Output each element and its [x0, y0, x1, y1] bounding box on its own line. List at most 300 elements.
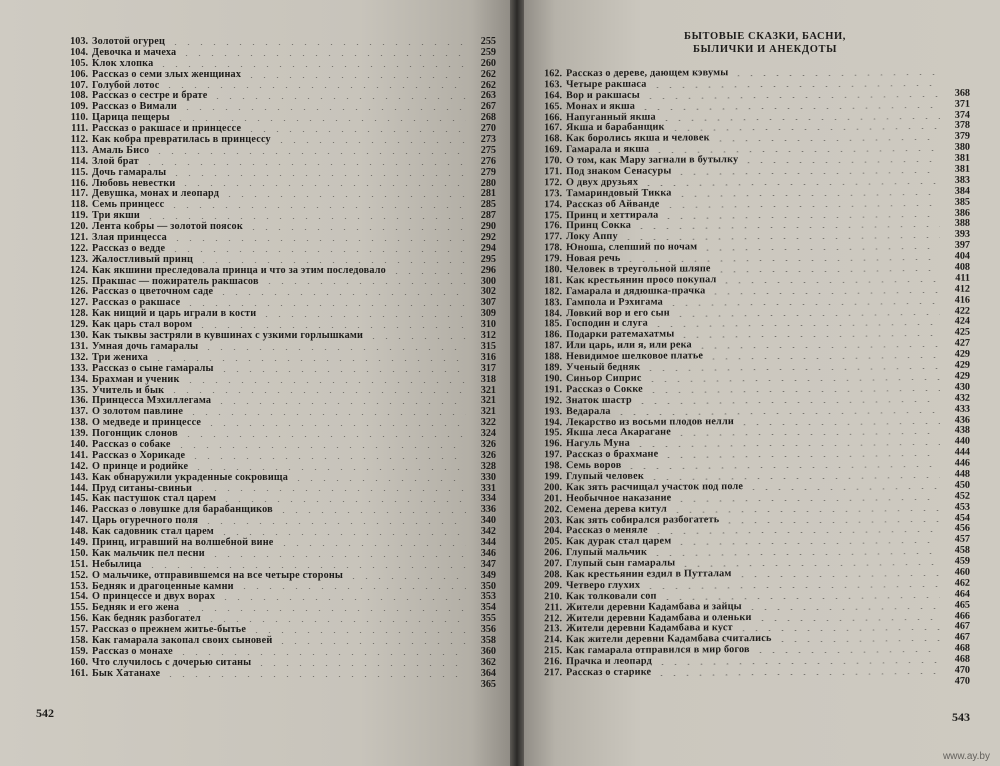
entry-page: 368 — [954, 87, 970, 99]
dot-leader — [625, 466, 940, 469]
entry-page: 315 — [480, 340, 496, 352]
entry-number: 158. — [70, 634, 88, 646]
entry-number: 148. — [70, 526, 88, 538]
entry-number: 196. — [544, 438, 562, 450]
entry-title: Юноша, слепший по ночам — [566, 241, 698, 254]
entry-number: 151. — [70, 558, 88, 570]
entry-page: 267 — [480, 101, 496, 113]
dot-leader — [218, 371, 466, 372]
entry-title: Подарки ратемахатмы — [566, 328, 675, 341]
dot-leader — [211, 98, 466, 99]
dot-leader — [674, 313, 940, 316]
entry-number: 185. — [544, 318, 562, 330]
entry-page: 383 — [954, 174, 970, 186]
entry-page: 388 — [954, 218, 970, 230]
entry-number: 207. — [544, 558, 562, 570]
entry-title: Гамарала и якша — [566, 143, 650, 156]
dot-leader — [170, 175, 466, 176]
entry-number: 135. — [70, 384, 88, 396]
dot-leader — [250, 632, 466, 633]
entry-title: Брахман и ученик — [92, 373, 180, 385]
dot-leader — [184, 305, 466, 306]
entry-page: 324 — [480, 428, 496, 440]
entry-title: Рассказ о семи злых женщинах — [92, 68, 242, 80]
entry-number: 171. — [544, 166, 562, 178]
entry-title: Знаток шастр — [566, 394, 632, 406]
dot-leader — [189, 458, 466, 459]
entry-title: Девочка и мачеха — [92, 46, 177, 58]
entry-title: Рассказ о цветочном саде — [92, 286, 214, 298]
dot-leader — [723, 520, 940, 522]
dot-leader — [157, 66, 466, 67]
entry-number: 112. — [70, 134, 88, 146]
entry-page: 453 — [954, 501, 970, 513]
entry-title: Как крестьянин просо покупал — [566, 274, 717, 287]
entry-page: 429 — [954, 359, 970, 371]
entry-page: 328 — [480, 460, 496, 472]
entry-title: О принце и родийке — [92, 460, 189, 472]
entry-number: 140. — [70, 438, 88, 450]
entry-number: 184. — [544, 307, 562, 319]
entry-page: 440 — [954, 435, 970, 448]
dot-leader — [180, 55, 466, 56]
entry-number: 166. — [544, 111, 562, 123]
dot-leader — [653, 150, 940, 153]
entry-number: 146. — [70, 504, 88, 516]
dot-leader — [292, 480, 466, 481]
dot-leader — [181, 109, 466, 110]
entry-page: 429 — [954, 370, 970, 382]
entry-number: 188. — [544, 351, 562, 363]
entry-page: 448 — [954, 468, 970, 480]
trailing-page-number: 470 — [954, 675, 970, 687]
entry-number: 152. — [70, 569, 88, 581]
entry-page: 296 — [480, 264, 496, 276]
entry-title: Как мальчик пел песни — [92, 547, 205, 559]
entry-page: 292 — [480, 232, 496, 244]
dot-leader — [642, 183, 940, 186]
entry-number: 212. — [544, 612, 562, 624]
entry-number: 144. — [70, 482, 88, 494]
entry-title: Четыре ракшаса — [566, 78, 647, 91]
entry-page: 321 — [480, 406, 496, 418]
entry-title: Рассказ о прежнем житье-бытье — [92, 624, 247, 636]
dot-leader — [622, 237, 940, 240]
entry-number: 192. — [544, 394, 562, 407]
entry-number: 122. — [70, 242, 88, 254]
entry-title: Необычное наказание — [566, 492, 672, 504]
dot-leader — [202, 349, 466, 350]
right-toc-list — [540, 68, 970, 689]
entry-number: 107. — [70, 79, 88, 91]
entry-title: Рассказ о Вимали — [92, 101, 177, 113]
entry-number: 203. — [544, 514, 562, 526]
dot-leader — [660, 117, 940, 120]
entry-page: 464 — [954, 588, 970, 600]
entry-page: 424 — [954, 316, 970, 328]
entry-number: 108. — [70, 90, 88, 102]
dot-leader — [169, 251, 466, 252]
entry-number: 116. — [70, 177, 88, 189]
entry-page: 458 — [954, 544, 970, 556]
entry-page: 331 — [480, 482, 496, 494]
entry-number: 199. — [544, 471, 562, 483]
entry-title: Семь воров — [566, 459, 622, 472]
dot-leader — [679, 564, 940, 567]
toc-entry — [66, 462, 496, 473]
entry-number: 215. — [544, 645, 562, 657]
entry-number: 132. — [70, 351, 88, 363]
dot-leader — [184, 382, 466, 383]
entry-number: 164. — [544, 89, 562, 102]
entry-number: 118. — [70, 199, 88, 211]
entry-page: 429 — [954, 348, 970, 360]
dot-leader — [655, 673, 940, 676]
entry-number: 187. — [544, 340, 562, 352]
entry-page: 408 — [954, 261, 970, 273]
entry-title: О медведе и принцессе — [92, 417, 202, 429]
dot-leader — [737, 629, 940, 631]
entry-title: Глупый человек — [566, 470, 644, 483]
entry-number: 155. — [70, 602, 88, 614]
entry-number: 103. — [70, 36, 88, 47]
dot-leader — [263, 283, 466, 284]
entry-title: Как кобра превратилась в принцессу — [92, 134, 271, 146]
toc-entry — [66, 70, 496, 81]
dot-leader — [144, 218, 466, 219]
entry-number: 113. — [70, 144, 88, 156]
entry-page: 259 — [480, 46, 496, 58]
entry-page: 432 — [954, 392, 970, 404]
entry-title: Девушка, монах и леопард — [92, 188, 220, 200]
entry-number: 157. — [70, 624, 88, 636]
entry-number: 172. — [544, 177, 562, 189]
entry-page: 364 — [480, 667, 496, 679]
entry-title: Голубой лотос — [92, 79, 160, 91]
dot-leader — [776, 640, 940, 642]
entry-page: 374 — [954, 109, 970, 121]
dot-leader — [220, 501, 466, 502]
entry-title: Семена дерева китул — [566, 503, 667, 515]
entry-page: 379 — [954, 131, 970, 143]
dot-leader — [153, 153, 466, 154]
entry-title: Под знаком Сенасуры — [566, 165, 672, 178]
entry-number: 167. — [544, 122, 562, 134]
dot-leader — [664, 204, 940, 207]
entry-page: 362 — [480, 656, 496, 668]
entry-number: 200. — [544, 482, 562, 494]
entry-page: 427 — [954, 337, 970, 350]
dot-leader — [615, 411, 940, 414]
dot-leader — [245, 131, 466, 132]
entry-number: 205. — [544, 536, 562, 548]
entry-title: Человек в треугольной шляпе — [566, 263, 711, 276]
entry-page: 318 — [480, 373, 496, 385]
entry-title: Как царь стал вором — [92, 319, 193, 331]
entry-number: 120. — [70, 221, 88, 233]
entry-number: 125. — [70, 275, 88, 287]
entry-number: 176. — [544, 220, 562, 232]
entry-title: Рассказ о ловушке для барабанщиков — [92, 504, 273, 516]
entry-title: Гамарала и дядюшка-прачка — [566, 285, 706, 297]
entry-number: 216. — [544, 656, 562, 668]
entry-title: Как боролись якша и человек — [566, 132, 710, 145]
entry-page: 281 — [480, 188, 496, 200]
entry-page: 262 — [480, 79, 496, 91]
entry-page: 255 — [480, 36, 496, 47]
entry-page: 452 — [954, 490, 970, 502]
entry-number: 191. — [544, 384, 562, 396]
dot-leader — [255, 665, 466, 666]
entry-page: 371 — [954, 98, 970, 110]
entry-number: 182. — [544, 285, 562, 298]
entry-page: 436 — [954, 414, 970, 426]
entry-page: 457 — [954, 533, 970, 546]
entry-title: Царица пещеры — [92, 112, 170, 124]
entry-title: Как обнаружили украденные сокровища — [92, 471, 289, 483]
entry-page: 263 — [480, 90, 496, 102]
entry-number: 137. — [70, 406, 88, 418]
entry-title: Принц Сокка — [566, 220, 632, 232]
entry-title: Рассказ об Айванде — [566, 198, 660, 210]
entry-title: Как дурак стал царем — [566, 535, 672, 548]
entry-number: 179. — [544, 253, 562, 265]
dot-leader — [196, 327, 466, 328]
dot-leader — [634, 444, 940, 447]
dot-leader — [707, 357, 940, 359]
right-page-number: 543 — [952, 710, 970, 724]
dot-leader — [636, 400, 940, 403]
entry-title: Три якши — [92, 210, 140, 222]
entry-number: 126. — [70, 286, 88, 298]
dot-leader — [238, 588, 466, 589]
entry-title: Принц, игравший на волшебной вине — [92, 536, 274, 548]
entry-title: Ведарала — [566, 405, 611, 417]
entry-page: 279 — [480, 166, 496, 178]
dot-leader — [720, 281, 940, 283]
entry-number: 110. — [70, 112, 88, 124]
entry-page: 316 — [480, 351, 496, 363]
entry-page: 322 — [480, 417, 496, 429]
entry-number: 210. — [544, 590, 562, 603]
dot-leader — [675, 433, 940, 436]
entry-page: 300 — [480, 275, 496, 287]
entry-title: Напуганный якша — [566, 111, 656, 123]
dot-leader — [183, 610, 466, 611]
entry-number: 168. — [544, 133, 562, 145]
entry-page: 446 — [954, 457, 970, 469]
dot-leader — [215, 403, 466, 404]
dot-leader — [205, 621, 466, 622]
dot-leader — [347, 578, 466, 579]
dot-leader — [223, 196, 466, 197]
dot-leader — [651, 553, 940, 556]
dot-leader — [205, 425, 466, 426]
entry-title: Пракшас — пожиратель ракшасов — [92, 275, 259, 287]
entry-number: 123. — [70, 253, 88, 265]
entry-title: Как крестьянин ездил в Путталам — [566, 568, 732, 581]
entry-page: 310 — [480, 319, 496, 331]
toc-entry — [66, 571, 496, 582]
dot-leader — [669, 128, 940, 131]
entry-number: 186. — [544, 329, 562, 341]
entry-title: Якша и барабанщик — [566, 122, 665, 134]
entry-title: Рассказ о ракшасе — [92, 297, 181, 309]
entry-title: Пруд ситаны-свиньи — [92, 482, 193, 494]
dot-leader — [164, 676, 466, 677]
toc-trailing-page — [540, 677, 970, 691]
entry-title: Гампола и Рэхигама — [566, 296, 663, 308]
dot-leader — [179, 185, 466, 186]
entry-title: Как садовник стал царем — [92, 526, 214, 538]
entry-title: Что случилось с дочерью ситаны — [92, 656, 252, 668]
dot-leader — [746, 607, 940, 609]
entry-page: 381 — [954, 163, 970, 175]
entry-page: 393 — [954, 229, 970, 241]
entry-title: Рассказ о монахе — [92, 645, 173, 657]
entry-number: 189. — [544, 362, 562, 374]
entry-page: 287 — [480, 210, 496, 222]
entry-page: 346 — [480, 547, 496, 559]
entry-number: 136. — [70, 395, 88, 407]
dot-leader — [278, 545, 466, 546]
entry-page: 468 — [954, 653, 970, 665]
entry-page: 326 — [480, 449, 496, 461]
entry-page: 460 — [954, 566, 970, 578]
dot-leader — [652, 324, 940, 327]
entry-number: 181. — [544, 275, 562, 287]
entry-title: Рассказ о меняле — [566, 525, 648, 537]
entry-number: 143. — [70, 471, 88, 483]
entry-number: 201. — [544, 492, 562, 505]
dot-leader — [197, 262, 466, 263]
entry-title: Три жениха — [92, 351, 149, 363]
entry-number: 204. — [544, 525, 562, 537]
dot-leader — [732, 74, 940, 76]
entry-page: 270 — [480, 123, 496, 135]
dot-leader — [209, 556, 466, 557]
entry-number: 145. — [70, 493, 88, 505]
entry-title: Жалостливый принц — [92, 253, 194, 265]
dot-leader — [152, 360, 466, 361]
entry-number: 138. — [70, 417, 88, 429]
book-gutter — [510, 0, 524, 766]
dot-leader — [701, 248, 940, 250]
entry-page: 321 — [480, 384, 496, 396]
entry-page: 381 — [954, 152, 970, 164]
dot-leader — [168, 207, 466, 208]
entry-title: Небылица — [92, 558, 142, 570]
dot-leader — [624, 259, 940, 262]
dot-leader — [367, 338, 466, 339]
entry-page: 342 — [480, 526, 496, 538]
dot-leader — [667, 302, 940, 305]
entry-number: 206. — [544, 547, 562, 559]
entry-page: 307 — [480, 297, 496, 309]
entry-page: 412 — [954, 283, 970, 295]
watermark: www.ay.by — [942, 751, 990, 762]
dot-leader — [756, 618, 940, 620]
entry-page: 275 — [480, 144, 496, 156]
entry-number: 202. — [544, 503, 562, 515]
entry-number: 159. — [70, 645, 88, 657]
dot-leader — [219, 599, 466, 600]
entry-number: 117. — [70, 188, 88, 200]
entry-page: 350 — [480, 580, 496, 592]
entry-page: 467 — [954, 621, 970, 633]
entry-page: 321 — [480, 395, 496, 407]
dot-leader — [676, 194, 940, 197]
dot-leader — [168, 392, 466, 393]
entry-page: 353 — [480, 591, 496, 603]
entry-number: 195. — [544, 427, 562, 439]
entry-number: 134. — [70, 373, 88, 385]
entry-title: О золотом павлине — [92, 406, 184, 418]
entry-title: Как гамарала отправился в мир богов — [566, 644, 750, 657]
entry-number: 170. — [544, 155, 562, 167]
entry-title: Рассказ о сыне гамаралы — [92, 362, 214, 374]
entry-page: 312 — [480, 330, 496, 342]
entry-number: 115. — [70, 166, 88, 178]
entry-number: 111. — [71, 123, 88, 135]
entry-title: Царь огуречного поля — [92, 515, 199, 527]
entry-page: 358 — [480, 634, 496, 646]
entry-number: 180. — [544, 264, 562, 276]
entry-title: Рассказ о сестре и брате — [92, 90, 208, 102]
entry-page: 459 — [954, 555, 970, 567]
entry-title: Как зять расчищал участок под поле — [566, 480, 744, 493]
entry-number: 211. — [544, 601, 562, 613]
entry-title: О двух друзьях — [566, 176, 639, 189]
entry-page: 334 — [480, 493, 496, 505]
dot-leader — [175, 447, 466, 448]
entry-page: 268 — [480, 112, 496, 124]
toc-entry — [66, 560, 496, 571]
entry-title: Дочь гамаралы — [92, 166, 167, 178]
dot-leader — [662, 215, 940, 218]
entry-page: 347 — [480, 558, 496, 570]
toc-entry — [66, 266, 496, 277]
entry-page: 470 — [954, 664, 970, 676]
entry-number: 141. — [70, 449, 88, 461]
entry-page: 262 — [480, 68, 496, 80]
entry-number: 183. — [544, 296, 562, 308]
entry-page: 385 — [954, 196, 970, 208]
entry-page: 349 — [480, 569, 496, 581]
entry-page: 276 — [480, 155, 496, 167]
entry-number: 129. — [70, 319, 88, 331]
dot-leader — [656, 662, 940, 665]
entry-title: Четверо глухих — [566, 579, 641, 592]
entry-number: 163. — [544, 79, 562, 91]
entry-page: 260 — [480, 57, 496, 69]
entry-title: Бедняк и его жена — [92, 602, 180, 614]
dot-leader — [696, 346, 940, 348]
dot-leader — [218, 534, 466, 535]
entry-title: Принц и хеттирала — [566, 209, 659, 221]
entry-page: 384 — [954, 185, 970, 197]
entry-title: Рассказ о брахмане — [566, 448, 659, 461]
entry-title: Как якшини преследовала принца и что за этим последовало — [92, 264, 386, 276]
dot-leader — [644, 368, 940, 371]
dot-leader — [202, 523, 466, 524]
entry-page: 290 — [480, 221, 496, 233]
entry-page: 317 — [480, 362, 496, 374]
entry-title: Монах и якша — [566, 100, 636, 112]
entry-title: Лекарство из восьми плодов нелли — [566, 415, 734, 428]
entry-title: Рассказ о собаке — [92, 438, 171, 450]
entry-number: 133. — [70, 362, 88, 374]
